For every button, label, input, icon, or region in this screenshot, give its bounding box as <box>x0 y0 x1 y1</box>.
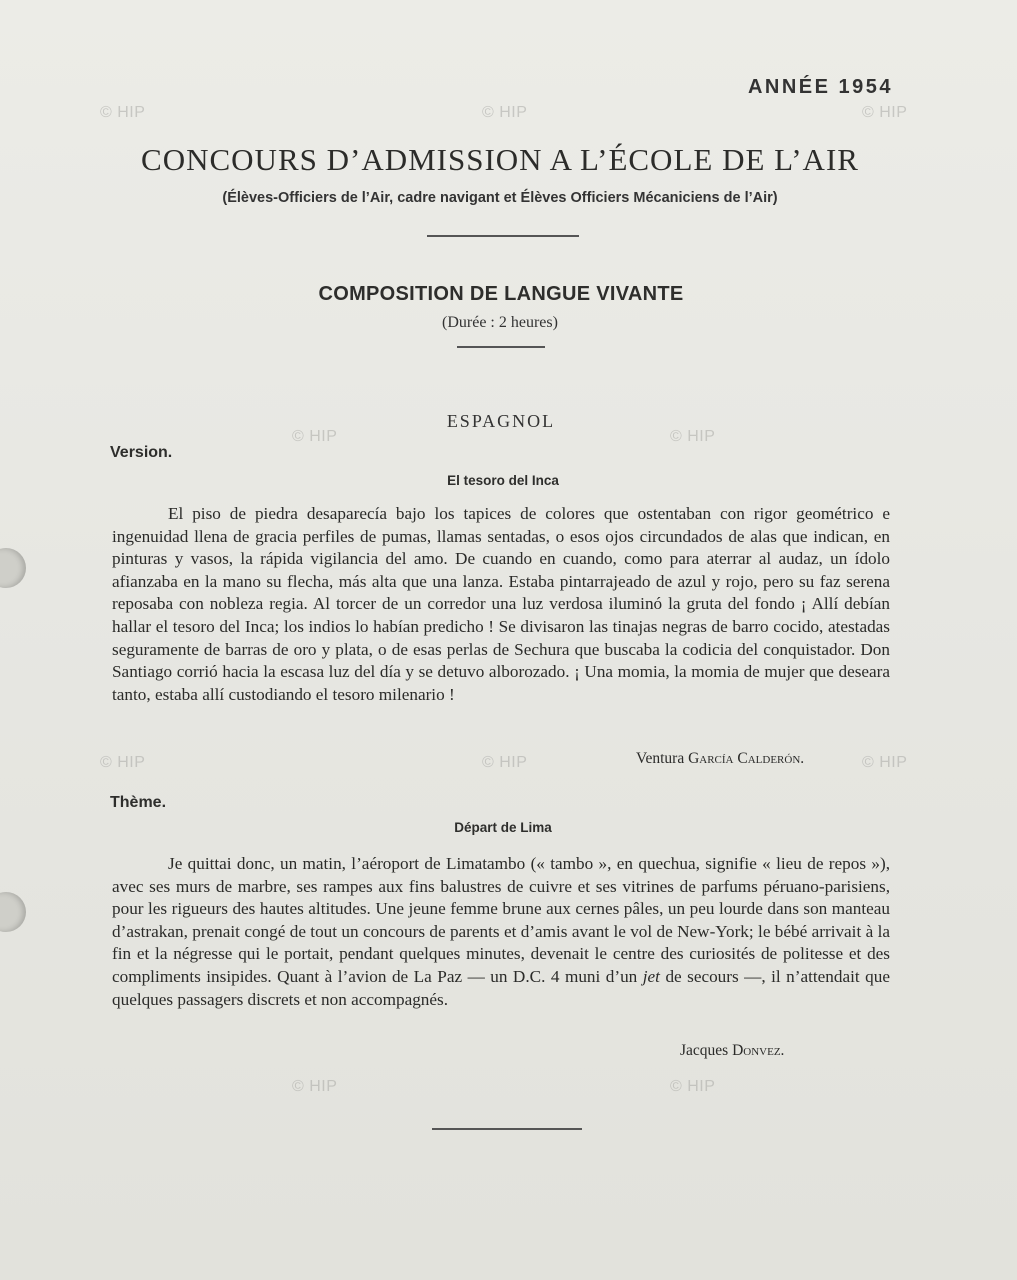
author-last-name: Donvez. <box>732 1042 785 1059</box>
watermark: © HIP <box>292 1078 338 1095</box>
theme-text-part: de secours —, il n’attendait que quelques passagers discrets et non accompagnés. <box>112 966 890 1009</box>
divider <box>457 346 545 348</box>
composition-title: COMPOSITION DE LANGUE VIVANTE <box>318 283 684 305</box>
theme-text-part: Je quittai donc, un matin, l’aéroport de Limatambo (« tambo », en quechua, signifie « lieu de repos »), avec ses murs de marbre, ses rampes aux fins balustres de cuivre et ses vitrines de parfums péruano-parisiens, pour les rigueurs des hautes altitudes. Une jeune femme brune aux cernes pâles, un peu lourde dans son manteau d’astrakan, prenait congé de tout un concours de parents et d’amis avant le vol de New-York; le bébé arrivait à la fin et la négresse qui le portait, pendant quelques minutes, devenait le centre des curiosités de politesse et des compliments insipides. Quant à l’avion de La Paz — un D.C. 4 muni d’un <box>112 854 890 986</box>
version-text: El piso de piedra desaparecía bajo los tapices de colores que ostentaban con rigor geométrico e ingenuidad llena de gracia perfiles de pumas, llamas sentadas, o esos ojos circundados de alas que indican, en pinturas y vasos, la rápida vigilancia del amo. De cuando en cuando, como para aterrar al audaz, un ídolo afianzaba en la mano su flecha, más alta que una lanza. Estaba pintarrajeado de azul y rojo, pero su faz serena reposaba con nobleza regia. Al torcer de un corredor una luz verdosa iluminó la gruta del fondo ¡ Allí debían hallar el tesoro del Inca; los indios lo habían predicho ! Se divisaron las tinajas negras de barro cocido, atestadas seguramente de barras de oro y plata, o de esas perlas de Sechura que buscaba la codicia del conquistador. Don Santiago corrió hacia la escasa luz del día y se detuvo alborozado. ¡ Una momia, la momia de mujer que deseara tanto, estaba allí custodiando el tesoro milenario ! <box>112 504 890 704</box>
watermark: © HIP <box>482 754 528 771</box>
divider <box>432 1128 582 1130</box>
theme-title: Départ de Lima <box>454 820 552 835</box>
watermark: © HIP <box>670 428 716 445</box>
theme-author <box>680 1042 784 1060</box>
author-last-name: García Calderón. <box>688 750 805 767</box>
exam-duration: (Durée : 2 heures) <box>442 314 558 331</box>
punch-hole <box>0 548 26 588</box>
watermark: © HIP <box>100 104 146 121</box>
version-title: El tesoro del Inca <box>447 473 559 488</box>
watermark: © HIP <box>292 428 338 445</box>
watermark: © HIP <box>100 754 146 771</box>
theme-text <box>112 853 890 1011</box>
watermark: © HIP <box>670 1078 716 1095</box>
theme-label: Thème. <box>110 794 167 811</box>
theme-text-jet: jet <box>642 966 660 986</box>
exam-year: ANNÉE 1954 <box>747 76 893 98</box>
watermark: © HIP <box>482 104 528 121</box>
punch-hole <box>0 892 26 932</box>
version-label: Version. <box>110 444 173 461</box>
version-author <box>636 750 804 768</box>
divider <box>427 235 579 237</box>
page-subtitle: (Élèves-Officiers de l’Air, cadre navigant et Élèves Officiers Mécaniciens de l’Air) <box>222 190 778 206</box>
watermark: © HIP <box>862 104 908 121</box>
watermark: © HIP <box>862 754 908 771</box>
author-first-name: Ventura <box>636 750 685 767</box>
language-heading: ESPAGNOL <box>446 411 556 431</box>
page-title: CONCOURS D’ADMISSION A L’ÉCOLE DE L’AIR <box>141 142 859 177</box>
author-first-name: Jacques <box>680 1042 729 1059</box>
